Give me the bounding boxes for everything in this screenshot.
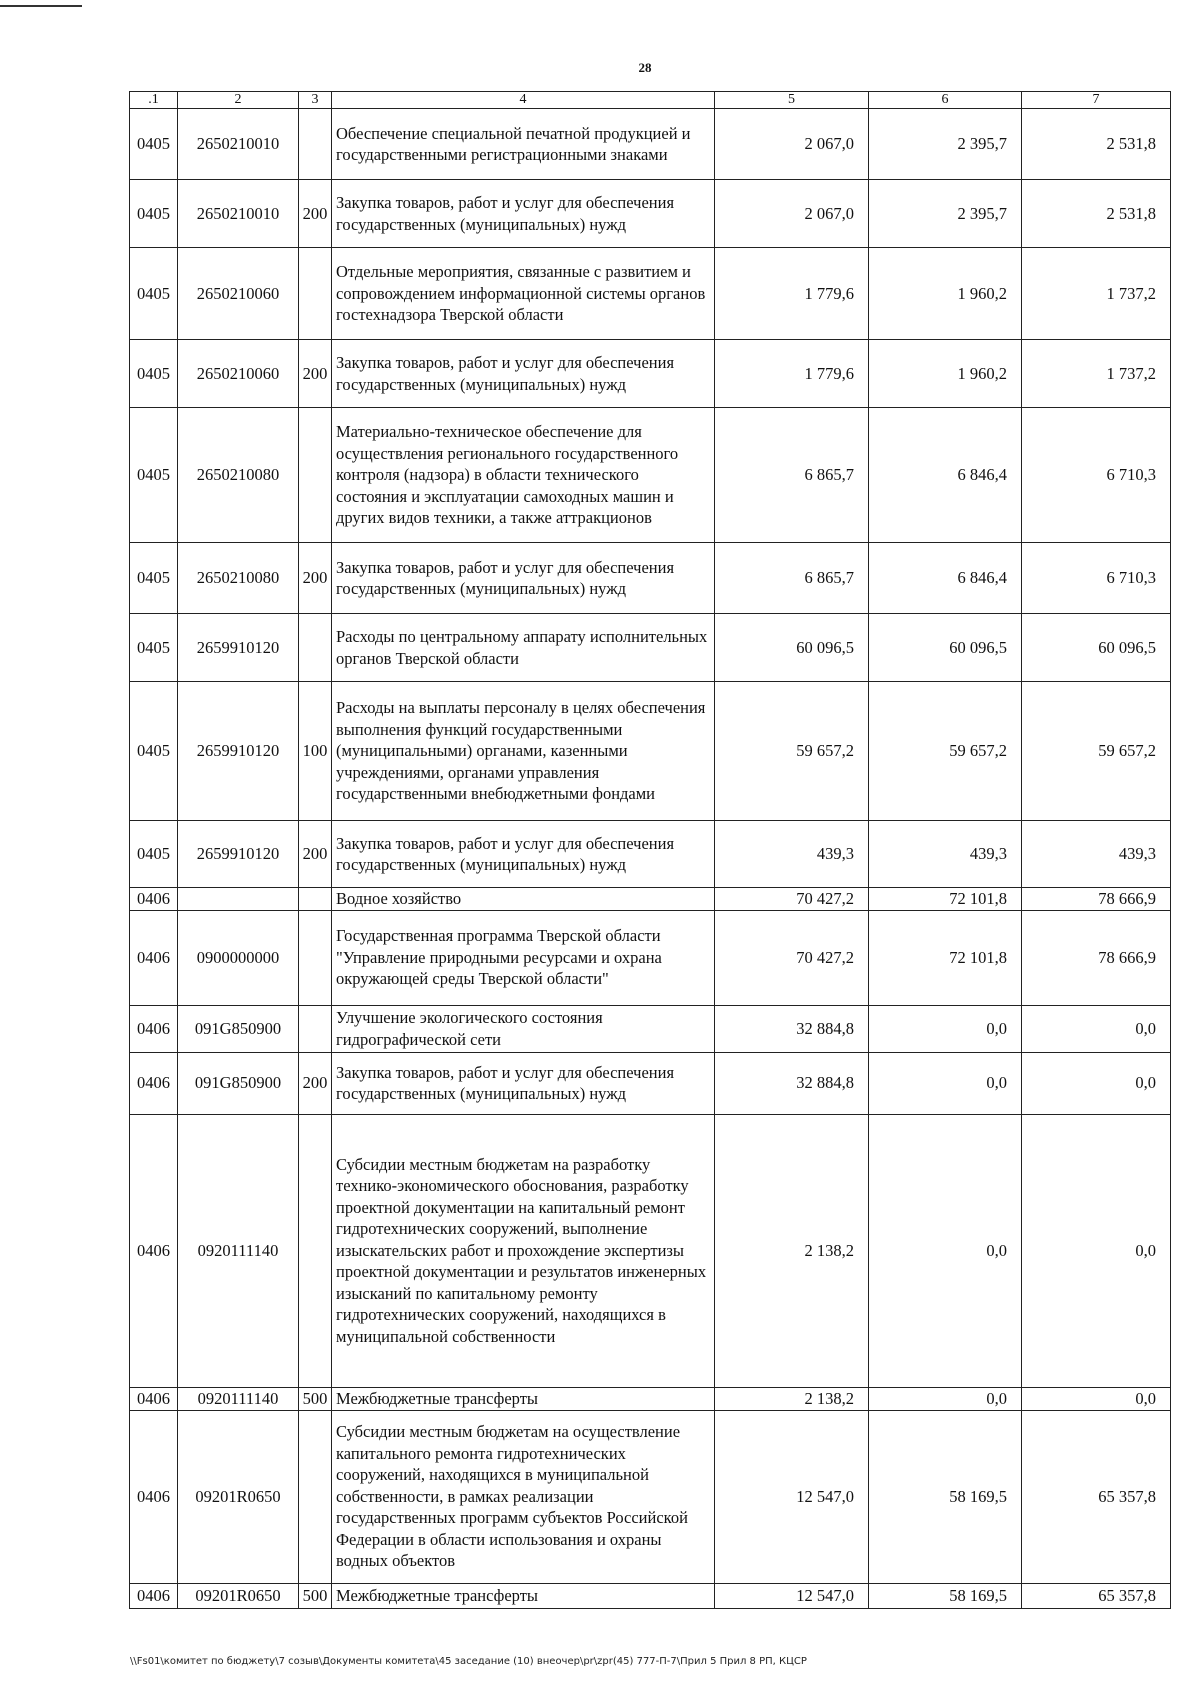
cell-c1: 0405 bbox=[130, 408, 178, 543]
cell-c6: 2 395,7 bbox=[869, 180, 1022, 248]
cell-c5: 2 067,0 bbox=[715, 180, 869, 248]
cell-c2: 2650210060 bbox=[178, 340, 299, 408]
cell-c6: 59 657,2 bbox=[869, 682, 1022, 821]
cell-c5: 1 779,6 bbox=[715, 248, 869, 340]
cell-c3 bbox=[299, 248, 332, 340]
cell-c1: 0405 bbox=[130, 180, 178, 248]
table-row bbox=[130, 1052, 1171, 1114]
table-row bbox=[130, 1114, 1171, 1387]
cell-c5: 60 096,5 bbox=[715, 614, 869, 682]
cell-c3: 200 bbox=[299, 340, 332, 408]
cell-c7: 0,0 bbox=[1022, 1052, 1171, 1114]
cell-c5: 70 427,2 bbox=[715, 888, 869, 911]
cell-c1: 0405 bbox=[130, 248, 178, 340]
cell-c4: Расходы на выплаты персоналу в целях обеспечения выполнения функций государственными (муниципальными) органами, казенными учреждениями, органами управления государственными внебюджетными фондами bbox=[332, 682, 715, 821]
table-row bbox=[130, 109, 1171, 180]
cell-c4: Закупка товаров, работ и услуг для обеспечения государственных (муниципальных) нужд bbox=[332, 1052, 715, 1114]
cell-c3: 200 bbox=[299, 1052, 332, 1114]
cell-c4: Межбюджетные трансферты bbox=[332, 1583, 715, 1608]
cell-c3 bbox=[299, 1114, 332, 1387]
cell-c6: 58 169,5 bbox=[869, 1583, 1022, 1608]
cell-c1: 0405 bbox=[130, 821, 178, 888]
cell-c2: 2650210010 bbox=[178, 180, 299, 248]
cell-c6: 2 395,7 bbox=[869, 109, 1022, 180]
cell-c2: 2659910120 bbox=[178, 821, 299, 888]
cell-c7: 6 710,3 bbox=[1022, 543, 1171, 614]
cell-c1: 0406 bbox=[130, 1387, 178, 1410]
cell-c3 bbox=[299, 1005, 332, 1052]
cell-c7: 59 657,2 bbox=[1022, 682, 1171, 821]
table-row bbox=[130, 1387, 1171, 1410]
table-row bbox=[130, 340, 1171, 408]
cell-c1: 0406 bbox=[130, 1583, 178, 1608]
cell-c2 bbox=[178, 888, 299, 911]
cell-c4: Государственная программа Тверской области "Управление природными ресурсами и охрана окружающей среды Тверской области" bbox=[332, 910, 715, 1005]
cell-c5: 2 138,2 bbox=[715, 1114, 869, 1387]
cell-c1: 0406 bbox=[130, 1114, 178, 1387]
cell-c5: 6 865,7 bbox=[715, 408, 869, 543]
table-row bbox=[130, 821, 1171, 888]
col-header-6: 6 bbox=[869, 92, 1022, 109]
cell-c2: 2650210010 bbox=[178, 109, 299, 180]
cell-c3: 100 bbox=[299, 682, 332, 821]
footer-file-path: \\Fs01\комитет по бюджету\7 созыв\Документы комитета\45 заседание (10) внеочер\pr\zpr(45) 777-П-7\Прил 5 Прил 8 РП, КЦСР bbox=[130, 1656, 807, 1667]
cell-c2: 2650210060 bbox=[178, 248, 299, 340]
cell-c5: 12 547,0 bbox=[715, 1583, 869, 1608]
cell-c7: 0,0 bbox=[1022, 1005, 1171, 1052]
cell-c2: 0920111140 bbox=[178, 1114, 299, 1387]
table-row bbox=[130, 682, 1171, 821]
cell-c5: 6 865,7 bbox=[715, 543, 869, 614]
cell-c7: 1 737,2 bbox=[1022, 248, 1171, 340]
cell-c7: 0,0 bbox=[1022, 1387, 1171, 1410]
table-row bbox=[130, 408, 1171, 543]
col-header-2: 2 bbox=[178, 92, 299, 109]
cell-c6: 0,0 bbox=[869, 1005, 1022, 1052]
cell-c3: 500 bbox=[299, 1583, 332, 1608]
cell-c2: 091G850900 bbox=[178, 1052, 299, 1114]
cell-c7: 439,3 bbox=[1022, 821, 1171, 888]
cell-c4: Закупка товаров, работ и услуг для обеспечения государственных (муниципальных) нужд bbox=[332, 180, 715, 248]
cell-c4: Отдельные мероприятия, связанные с развитием и сопровождением информационной системы органов гостехнадзора Тверской области bbox=[332, 248, 715, 340]
cell-c7: 65 357,8 bbox=[1022, 1583, 1171, 1608]
col-header-7: 7 bbox=[1022, 92, 1171, 109]
cell-c4: Закупка товаров, работ и услуг для обеспечения государственных (муниципальных) нужд bbox=[332, 340, 715, 408]
table-row bbox=[130, 180, 1171, 248]
cell-c7: 78 666,9 bbox=[1022, 910, 1171, 1005]
cell-c3 bbox=[299, 888, 332, 911]
cell-c4: Расходы по центральному аппарату исполнительных органов Тверской области bbox=[332, 614, 715, 682]
cell-c7: 2 531,8 bbox=[1022, 180, 1171, 248]
cell-c2: 0900000000 bbox=[178, 910, 299, 1005]
cell-c4: Субсидии местным бюджетам на осуществление капитального ремонта гидротехнических сооружений, находящихся в муниципальной собственности, в рамках реализации государственных программ субъектов Российской Федерации в области использования и охраны водных объектов bbox=[332, 1410, 715, 1583]
cell-c2: 2659910120 bbox=[178, 614, 299, 682]
cell-c3 bbox=[299, 910, 332, 1005]
cell-c7: 6 710,3 bbox=[1022, 408, 1171, 543]
cell-c3: 200 bbox=[299, 180, 332, 248]
cell-c2: 0920111140 bbox=[178, 1387, 299, 1410]
cell-c1: 0406 bbox=[130, 888, 178, 911]
cell-c7: 65 357,8 bbox=[1022, 1410, 1171, 1583]
top-rule bbox=[0, 5, 82, 7]
cell-c6: 1 960,2 bbox=[869, 248, 1022, 340]
cell-c3 bbox=[299, 109, 332, 180]
cell-c4: Улучшение экологического состояния гидрографической сети bbox=[332, 1005, 715, 1052]
cell-c1: 0405 bbox=[130, 614, 178, 682]
table-row bbox=[130, 1005, 1171, 1052]
cell-c5: 59 657,2 bbox=[715, 682, 869, 821]
cell-c6: 0,0 bbox=[869, 1387, 1022, 1410]
table-row bbox=[130, 888, 1171, 911]
col-header-1: .1 bbox=[130, 92, 178, 109]
cell-c3 bbox=[299, 1410, 332, 1583]
cell-c1: 0406 bbox=[130, 1005, 178, 1052]
cell-c2: 091G850900 bbox=[178, 1005, 299, 1052]
cell-c1: 0406 bbox=[130, 1410, 178, 1583]
cell-c6: 0,0 bbox=[869, 1114, 1022, 1387]
cell-c6: 72 101,8 bbox=[869, 910, 1022, 1005]
table-row bbox=[130, 614, 1171, 682]
cell-c5: 439,3 bbox=[715, 821, 869, 888]
col-header-5: 5 bbox=[715, 92, 869, 109]
cell-c6: 58 169,5 bbox=[869, 1410, 1022, 1583]
table-row bbox=[130, 1583, 1171, 1608]
table-row bbox=[130, 543, 1171, 614]
cell-c4: Материально-техническое обеспечение для осуществления регионального государственного контроля (надзора) в области технического состояния и эксплуатации самоходных машин и других видов техники, а также аттракционов bbox=[332, 408, 715, 543]
cell-c4: Межбюджетные трансферты bbox=[332, 1387, 715, 1410]
table-row bbox=[130, 248, 1171, 340]
cell-c2: 09201R0650 bbox=[178, 1583, 299, 1608]
cell-c2: 2659910120 bbox=[178, 682, 299, 821]
cell-c1: 0405 bbox=[130, 109, 178, 180]
cell-c6: 439,3 bbox=[869, 821, 1022, 888]
cell-c4: Водное хозяйство bbox=[332, 888, 715, 911]
cell-c6: 72 101,8 bbox=[869, 888, 1022, 911]
cell-c7: 2 531,8 bbox=[1022, 109, 1171, 180]
table-row bbox=[130, 1410, 1171, 1583]
cell-c1: 0405 bbox=[130, 340, 178, 408]
cell-c6: 6 846,4 bbox=[869, 543, 1022, 614]
cell-c2: 2650210080 bbox=[178, 408, 299, 543]
cell-c2: 2650210080 bbox=[178, 543, 299, 614]
cell-c1: 0406 bbox=[130, 910, 178, 1005]
cell-c5: 2 067,0 bbox=[715, 109, 869, 180]
cell-c7: 0,0 bbox=[1022, 1114, 1171, 1387]
cell-c4: Закупка товаров, работ и услуг для обеспечения государственных (муниципальных) нужд bbox=[332, 543, 715, 614]
cell-c4: Субсидии местным бюджетам на разработку технико-экономического обоснования, разработку проектной документации на капитальный ремонт гидротехнических сооружений, выполнение изыскательских работ и прохождение экспертизы проектной документации и результатов инженерных изысканий по капитальному ремонту гидротехнических сооружений, находящихся в муниципальной собственности bbox=[332, 1114, 715, 1387]
cell-c6: 60 096,5 bbox=[869, 614, 1022, 682]
cell-c5: 1 779,6 bbox=[715, 340, 869, 408]
cell-c6: 1 960,2 bbox=[869, 340, 1022, 408]
cell-c1: 0406 bbox=[130, 1052, 178, 1114]
cell-c3: 200 bbox=[299, 821, 332, 888]
cell-c3 bbox=[299, 614, 332, 682]
cell-c6: 0,0 bbox=[869, 1052, 1022, 1114]
cell-c4: Закупка товаров, работ и услуг для обеспечения государственных (муниципальных) нужд bbox=[332, 821, 715, 888]
cell-c7: 1 737,2 bbox=[1022, 340, 1171, 408]
cell-c1: 0405 bbox=[130, 543, 178, 614]
cell-c5: 12 547,0 bbox=[715, 1410, 869, 1583]
cell-c7: 78 666,9 bbox=[1022, 888, 1171, 911]
cell-c3: 200 bbox=[299, 543, 332, 614]
page-number: 28 bbox=[638, 60, 652, 75]
cell-c5: 32 884,8 bbox=[715, 1052, 869, 1114]
col-header-3: 3 bbox=[299, 92, 332, 109]
cell-c2: 09201R0650 bbox=[178, 1410, 299, 1583]
col-header-4: 4 bbox=[332, 92, 715, 109]
cell-c5: 32 884,8 bbox=[715, 1005, 869, 1052]
cell-c1: 0405 bbox=[130, 682, 178, 821]
cell-c5: 2 138,2 bbox=[715, 1387, 869, 1410]
budget-table bbox=[129, 91, 1171, 1609]
cell-c3: 500 bbox=[299, 1387, 332, 1410]
table-row bbox=[130, 910, 1171, 1005]
cell-c4: Обеспечение специальной печатной продукцией и государственными регистрационными знаками bbox=[332, 109, 715, 180]
cell-c6: 6 846,4 bbox=[869, 408, 1022, 543]
header-row bbox=[130, 92, 1171, 109]
cell-c7: 60 096,5 bbox=[1022, 614, 1171, 682]
cell-c5: 70 427,2 bbox=[715, 910, 869, 1005]
cell-c3 bbox=[299, 408, 332, 543]
